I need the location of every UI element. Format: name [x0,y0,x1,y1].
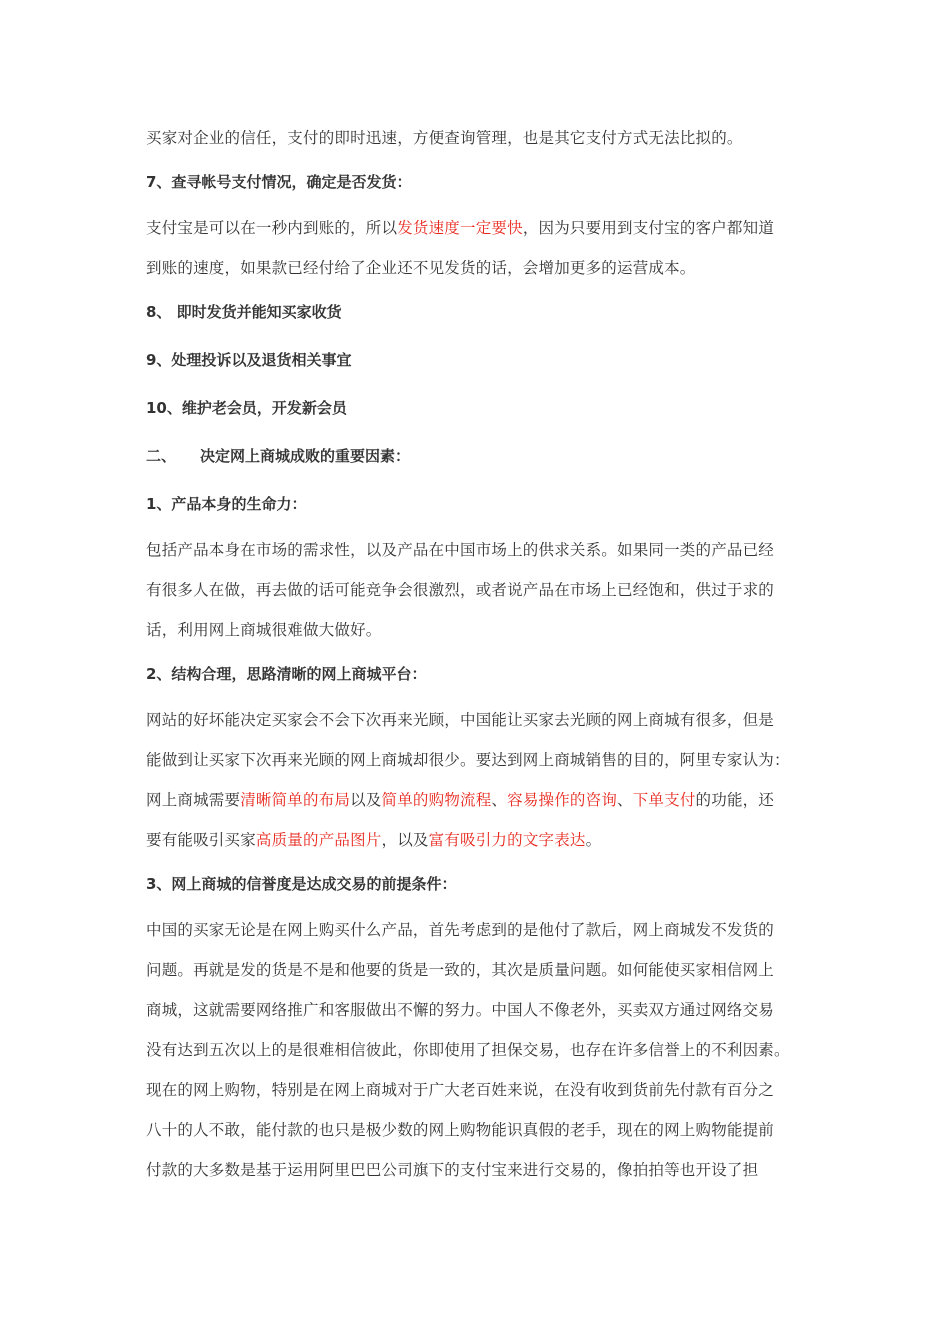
heading-factor-3: 3、网上商城的信誉度是达成交易的前提条件： [146,875,457,893]
paragraph: 到账的速度，如果款已经付给了企业还不见发货的话，会增加更多的运营成本。 [146,259,696,277]
paragraph: 中国的买家无论是在网上购买什么产品，首先考虑到的是他付了款后，网上商城发不发货的 [146,921,775,939]
heading-step-10: 10、维护老会员，开发新会员 [146,399,347,417]
paragraph: 话，利用网上商城很难做大做好。 [146,621,382,639]
highlight-text: 清晰简单的布局 [240,791,351,809]
highlight-text: 容易操作的咨询 [507,791,618,809]
heading-factor-2: 2、结构合理，思路清晰的网上商城平台： [146,665,427,683]
highlight-text: 富有吸引力的文字表达 [428,831,586,849]
paragraph: 商城，这就需要网络推广和客服做出不懈的努力。中国人不像老外，买卖双方通过网络交易 [146,1001,775,1019]
paragraph: 包括产品本身在市场的需求性，以及产品在中国市场上的供求关系。如果同一类的产品已经 [146,541,775,559]
highlight-text: 发货速度一定要快 [397,219,523,237]
paragraph: 网上商城需要清晰简单的布局以及简单的购物流程、容易操作的咨询、下单支付的功能，还 [146,791,775,809]
highlight-text: 高质量的产品图片 [255,831,382,849]
paragraph: 现在的网上购物，特别是在网上商城对于广大老百姓来说，在没有收到货前先付款有百分之 [146,1081,775,1099]
heading-step-9: 9、处理投诉以及退货相关事宜 [146,351,352,369]
paragraph: 八十的人不敢，能付款的也只是极少数的网上购物能识真假的老手，现在的网上购物能提前 [146,1121,775,1139]
heading-step-7: 7、查寻帐号支付情况，确定是否发货： [146,173,412,191]
heading-factor-1: 1、产品本身的生命力： [146,495,307,513]
paragraph: 没有达到五次以上的是很难相信彼此，你即使用了担保交易，也存在许多信誉上的不利因素。 [146,1041,790,1059]
paragraph: 网站的好坏能决定买家会不会下次再来光顾，中国能让买家去光顾的网上商城有很多，但是 [146,711,775,729]
section-heading-2: 二、 决定网上商城成败的重要因素： [146,447,411,465]
paragraph: 能做到让买家下次再来光顾的网上商城却很少。要达到网上商城销售的目的，阿里专家认为： [146,751,790,769]
paragraph: 付款的大多数是基于运用阿里巴巴公司旗下的支付宝来进行交易的，像拍拍等也开设了担 [146,1161,759,1179]
paragraph: 支付宝是可以在一秒内到账的，所以发货速度一定要快，因为只要用到支付宝的客户都知道 [146,219,775,237]
highlight-text: 简单的购物流程 [381,791,492,809]
document-body [146,118,826,1190]
highlight-text: 下单支付 [632,791,696,809]
heading-step-8: 8、 即时发货并能知买家收货 [146,303,342,321]
paragraph: 买家对企业的信任，支付的即时迅速，方便查询管理，也是其它支付方式无法比拟的。 [146,129,743,147]
paragraph: 要有能吸引买家高质量的产品图片，以及富有吸引力的文字表达。 [146,831,602,849]
paragraph: 有很多人在做，再去做的话可能竞争会很激烈，或者说产品在市场上已经饱和，供过于求的 [146,581,775,599]
paragraph: 问题。再就是发的货是不是和他要的货是一致的，其次是质量问题。如何能使买家相信网上 [146,961,775,979]
